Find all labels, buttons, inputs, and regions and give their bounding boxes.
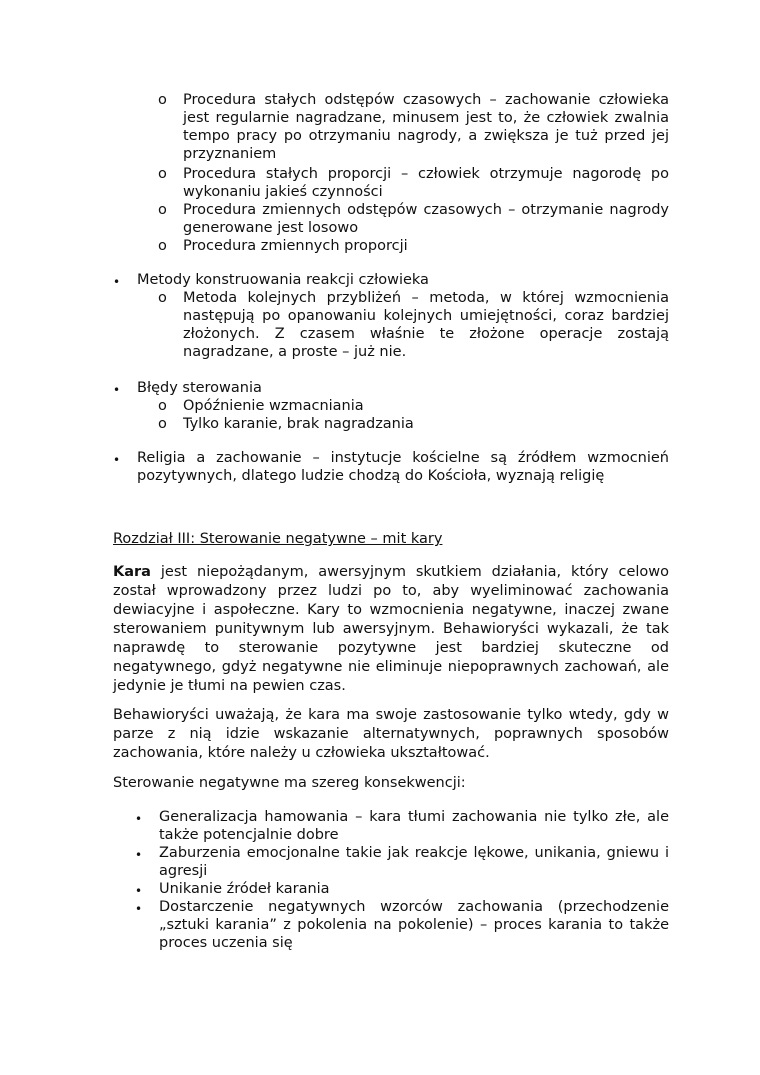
- sub-bullet-mark: o: [158, 416, 167, 432]
- sub-bullet-mark: o: [158, 92, 167, 108]
- paragraph-behaviorists: Behawioryści uważają, że kara ma swoje zastosowanie tylko wtedy, gdy w parze z nią idzie wskazanie alternatywnych, poprawnych sposobów zachowania, które należy u człowieka ukształtować.: [113, 707, 669, 761]
- bullet-mark: •: [135, 812, 143, 826]
- sub-bullet-mark: o: [158, 202, 167, 218]
- sub-list-item: Procedura zmiennych odstępów czasowych – otrzymanie nagrody generowane jest losowo: [183, 202, 669, 236]
- sub-list-item: Procedura stałych proporcji – człowiek otrzymuje nagorodę po wykonaniu jakieś czynności: [183, 166, 669, 200]
- chapter-heading: Rozdział III: Sterowanie negatywne – mit kary: [113, 531, 443, 547]
- consequence-item: Unikanie źródeł karania: [159, 881, 330, 897]
- sub-list-item: Procedura zmiennych proporcji: [183, 238, 408, 254]
- bullet-mark: •: [135, 848, 143, 862]
- bullet-mark: •: [113, 383, 121, 397]
- sub-bullet-mark: o: [158, 290, 167, 306]
- consequence-item: Dostarczenie negatywnych wzorców zachowania (przechodzenie „sztuki karania” z pokolenia na pokolenie) – proces karania to także proces uczenia się: [159, 899, 669, 951]
- sub-list-item: Procedura stałych odstępów czasowych – zachowanie człowieka jest regularnie nagradzane, minusem jest to, że człowiek zwalnia tempo pracy po otrzymaniu nagrody, a zwiększa je tuż przed jej przyznaniem: [183, 92, 669, 162]
- bullet-mark: •: [113, 275, 121, 289]
- consequence-item: Zaburzenia emocjonalne takie jak reakcje lękowe, unikania, gniewu i agresji: [159, 845, 669, 879]
- sub-list-item: Opóźnienie wzmacniania: [183, 398, 364, 414]
- paragraph-kara-text: jest niepożądanym, awersyjnym skutkiem działania, który celowo został wprowadzony przez ludzi po to, aby wyeliminować zachowania dewiacyjne i aspołeczne. Kary to wzmocnienia negatywne, inaczej zwane sterowaniem punitywnym lub awersyjnym. Behawioryści wykazali, że tak naprawdę to sterowanie pozytywne jest bardziej skuteczne od negatywnego, gdyż negatywne nie eliminuje niepoprawnych zachowań, ale jedynie je tłumi na pewien czas.: [113, 564, 669, 694]
- bullet-item-religion: Religia a zachowanie – instytucje kościelne są źródłem wzmocnień pozytywnych, dlatego ludzie chodzą do Kościoła, wyznają religię: [137, 450, 669, 484]
- bullet-item-errors: Błędy sterowania: [137, 380, 262, 396]
- sub-bullet-mark: o: [158, 166, 167, 182]
- sub-bullet-mark: o: [158, 398, 167, 414]
- bullet-mark: •: [135, 884, 143, 898]
- term-kara: Kara: [113, 564, 151, 580]
- paragraph-consequences: Sterowanie negatywne ma szereg konsekwencji:: [113, 775, 466, 791]
- bullet-item-methods: Metody konstruowania reakcji człowieka: [137, 272, 429, 288]
- bullet-mark: •: [135, 902, 143, 916]
- paragraph-kara: [113, 563, 669, 696]
- sub-list-item: Metoda kolejnych przybliżeń – metoda, w której wzmocnienia następują po opanowaniu kolejnych umiejętności, coraz bardziej złożonych. Z czasem właśnie te złożone operacje zostają nagradzane, a proste – już nie.: [183, 290, 669, 360]
- bullet-mark: •: [113, 453, 121, 467]
- sub-bullet-mark: o: [158, 238, 167, 254]
- consequence-item: Generalizacja hamowania – kara tłumi zachowania nie tylko złe, ale także potencjalnie dobre: [159, 809, 669, 843]
- sub-list-item: Tylko karanie, brak nagradzania: [183, 416, 414, 432]
